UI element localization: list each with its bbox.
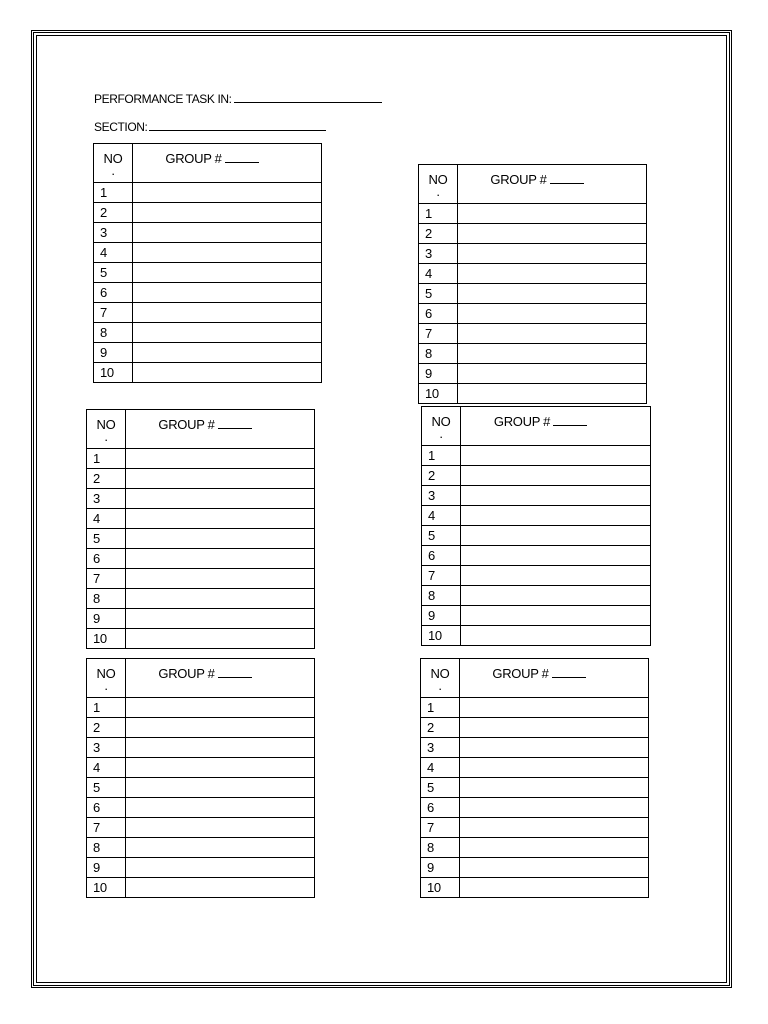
row-number: 2 <box>419 224 458 244</box>
name-cell[interactable] <box>126 838 315 858</box>
name-cell[interactable] <box>133 283 322 303</box>
row-number: 1 <box>87 698 126 718</box>
table-row <box>422 446 651 466</box>
row-number: 1 <box>419 204 458 224</box>
name-cell[interactable] <box>133 303 322 323</box>
row-number: 8 <box>94 323 133 343</box>
table-row <box>419 344 647 364</box>
group-number-blank[interactable] <box>218 417 252 429</box>
row-number: 3 <box>421 738 460 758</box>
row-number: 7 <box>94 303 133 323</box>
name-cell[interactable] <box>126 818 315 838</box>
no-header-text: NO <box>431 414 451 429</box>
table-row <box>87 449 315 469</box>
no-header-text: NO <box>430 666 450 681</box>
row-number: 10 <box>87 878 126 898</box>
group-header-text: GROUP # <box>492 666 549 681</box>
performance-task-blank[interactable] <box>234 91 382 103</box>
name-cell[interactable] <box>133 343 322 363</box>
table-row <box>87 509 315 529</box>
no-header-dot: . <box>438 678 442 693</box>
no-column-header <box>419 165 458 204</box>
group-column-header <box>460 659 649 698</box>
name-cell[interactable] <box>126 489 315 509</box>
table-row <box>94 283 322 303</box>
table-row <box>87 549 315 569</box>
row-number: 10 <box>419 384 458 404</box>
group-header-text: GROUP # <box>158 417 215 432</box>
row-number: 5 <box>419 284 458 304</box>
no-column-header <box>421 659 460 698</box>
table-header-row <box>419 165 647 204</box>
row-number: 7 <box>422 566 461 586</box>
row-number: 4 <box>421 758 460 778</box>
table-row <box>87 838 315 858</box>
table-row <box>421 718 649 738</box>
row-number: 9 <box>419 364 458 384</box>
row-number: 6 <box>422 546 461 566</box>
name-cell[interactable] <box>460 758 649 778</box>
row-number: 5 <box>87 529 126 549</box>
name-cell[interactable] <box>461 626 651 646</box>
row-number: 7 <box>87 569 126 589</box>
table-row <box>94 263 322 283</box>
row-number: 5 <box>94 263 133 283</box>
row-number: 5 <box>421 778 460 798</box>
name-cell[interactable] <box>458 344 647 364</box>
row-number: 9 <box>87 858 126 878</box>
name-cell[interactable] <box>460 778 649 798</box>
row-number: 10 <box>94 363 133 383</box>
table-row <box>419 324 647 344</box>
name-cell[interactable] <box>461 486 651 506</box>
row-number: 1 <box>94 183 133 203</box>
name-cell[interactable] <box>460 858 649 878</box>
row-number: 4 <box>422 506 461 526</box>
no-column-header <box>87 410 126 449</box>
group-table <box>418 164 647 404</box>
name-cell[interactable] <box>126 878 315 898</box>
table-header-row <box>94 144 322 183</box>
row-number: 5 <box>422 526 461 546</box>
table-row <box>87 698 315 718</box>
table-row <box>421 838 649 858</box>
table-row <box>87 758 315 778</box>
table-header-row <box>87 659 315 698</box>
row-number: 2 <box>94 203 133 223</box>
performance-task-label: PERFORMANCE TASK IN: <box>94 92 232 106</box>
name-cell[interactable] <box>133 203 322 223</box>
group-number-blank[interactable] <box>552 666 586 678</box>
row-number: 10 <box>87 629 126 649</box>
row-number: 3 <box>87 738 126 758</box>
name-cell[interactable] <box>461 466 651 486</box>
group-column-header <box>133 144 322 183</box>
section-line <box>94 119 326 134</box>
name-cell[interactable] <box>458 204 647 224</box>
table-row <box>94 223 322 243</box>
table-row <box>422 546 651 566</box>
row-number: 8 <box>422 586 461 606</box>
table-row <box>421 798 649 818</box>
table-row <box>94 323 322 343</box>
name-cell[interactable] <box>460 798 649 818</box>
group-number-blank[interactable] <box>225 151 259 163</box>
name-cell[interactable] <box>126 609 315 629</box>
group-table <box>421 406 651 646</box>
row-number: 7 <box>87 818 126 838</box>
performance-task-line <box>94 91 382 106</box>
no-header-text: NO <box>96 417 116 432</box>
name-cell[interactable] <box>458 244 647 264</box>
table-row <box>87 718 315 738</box>
no-header-text: NO <box>96 666 116 681</box>
name-cell[interactable] <box>133 243 322 263</box>
group-table <box>93 143 322 383</box>
table-row <box>422 626 651 646</box>
group-number-blank[interactable] <box>553 414 587 426</box>
table-header-row <box>87 410 315 449</box>
table-header-row <box>421 659 649 698</box>
section-label: SECTION: <box>94 120 148 134</box>
name-cell[interactable] <box>460 718 649 738</box>
name-cell[interactable] <box>126 738 315 758</box>
name-cell[interactable] <box>126 758 315 778</box>
name-cell[interactable] <box>126 509 315 529</box>
table-row <box>422 566 651 586</box>
name-cell[interactable] <box>458 224 647 244</box>
name-cell[interactable] <box>461 526 651 546</box>
no-header-dot: . <box>104 678 108 693</box>
row-number: 9 <box>421 858 460 878</box>
group-header-text: GROUP # <box>493 414 551 429</box>
table-row <box>421 778 649 798</box>
table-row <box>87 609 315 629</box>
row-number: 3 <box>422 486 461 506</box>
table-row <box>422 466 651 486</box>
name-cell[interactable] <box>461 606 651 626</box>
group-column-header <box>458 165 647 204</box>
group-table <box>86 658 315 898</box>
no-column-header <box>87 659 126 698</box>
table-row <box>419 284 647 304</box>
row-number: 5 <box>87 778 126 798</box>
table-row <box>94 183 322 203</box>
name-cell[interactable] <box>126 629 315 649</box>
no-column-header <box>94 144 133 183</box>
no-header-dot: . <box>439 426 443 441</box>
row-number: 7 <box>419 324 458 344</box>
table-row <box>422 506 651 526</box>
table-row <box>419 264 647 284</box>
name-cell[interactable] <box>133 323 322 343</box>
row-number: 8 <box>419 344 458 364</box>
name-cell[interactable] <box>461 506 651 526</box>
name-cell[interactable] <box>461 586 651 606</box>
table-row <box>87 589 315 609</box>
name-cell[interactable] <box>458 264 647 284</box>
row-number: 6 <box>419 304 458 324</box>
group-number-blank[interactable] <box>550 172 584 184</box>
table-row <box>419 384 647 404</box>
name-cell[interactable] <box>460 698 649 718</box>
group-header-text: GROUP # <box>490 172 547 187</box>
name-cell[interactable] <box>126 549 315 569</box>
row-number: 10 <box>421 878 460 898</box>
table-row <box>422 526 651 546</box>
name-cell[interactable] <box>126 858 315 878</box>
table-row <box>422 486 651 506</box>
row-number: 3 <box>94 223 133 243</box>
row-number: 6 <box>87 798 126 818</box>
name-cell[interactable] <box>126 589 315 609</box>
row-number: 9 <box>422 606 461 626</box>
table-row <box>94 303 322 323</box>
no-header-dot: . <box>111 163 115 178</box>
row-number: 1 <box>421 698 460 718</box>
table-row <box>421 758 649 778</box>
row-number: 4 <box>94 243 133 263</box>
name-cell[interactable] <box>458 284 647 304</box>
name-cell[interactable] <box>458 384 647 404</box>
table-row <box>421 818 649 838</box>
name-cell[interactable] <box>461 446 651 466</box>
name-cell[interactable] <box>461 566 651 586</box>
no-header-dot: . <box>436 184 440 199</box>
table-row <box>87 738 315 758</box>
name-cell[interactable] <box>458 324 647 344</box>
table-row <box>94 363 322 383</box>
name-cell[interactable] <box>126 449 315 469</box>
row-number: 3 <box>87 489 126 509</box>
name-cell[interactable] <box>133 263 322 283</box>
name-cell[interactable] <box>126 569 315 589</box>
table-row <box>422 606 651 626</box>
table-row <box>422 586 651 606</box>
name-cell[interactable] <box>126 778 315 798</box>
table-row <box>421 698 649 718</box>
name-cell[interactable] <box>126 469 315 489</box>
row-number: 4 <box>419 264 458 284</box>
name-cell[interactable] <box>460 838 649 858</box>
table-row <box>87 818 315 838</box>
name-cell[interactable] <box>461 546 651 566</box>
name-cell[interactable] <box>460 738 649 758</box>
group-number-blank[interactable] <box>218 666 252 678</box>
row-number: 2 <box>87 718 126 738</box>
no-column-header <box>422 407 461 446</box>
name-cell[interactable] <box>126 698 315 718</box>
name-cell[interactable] <box>133 183 322 203</box>
group-table <box>86 409 315 649</box>
table-row <box>421 858 649 878</box>
table-row <box>87 469 315 489</box>
table-row <box>87 798 315 818</box>
table-row <box>419 304 647 324</box>
table-row <box>421 738 649 758</box>
row-number: 2 <box>421 718 460 738</box>
no-header-text: NO <box>103 151 123 166</box>
row-number: 6 <box>421 798 460 818</box>
name-cell[interactable] <box>126 529 315 549</box>
row-number: 6 <box>87 549 126 569</box>
row-number: 8 <box>87 838 126 858</box>
table-row <box>87 629 315 649</box>
name-cell[interactable] <box>126 798 315 818</box>
table-row <box>419 224 647 244</box>
table-row <box>87 489 315 509</box>
name-cell[interactable] <box>133 223 322 243</box>
table-row <box>421 878 649 898</box>
table-header-row <box>422 407 651 446</box>
table-row <box>94 343 322 363</box>
row-number: 3 <box>419 244 458 264</box>
row-number: 8 <box>87 589 126 609</box>
row-number: 8 <box>421 838 460 858</box>
row-number: 1 <box>422 446 461 466</box>
group-column-header <box>126 659 315 698</box>
name-cell[interactable] <box>458 304 647 324</box>
row-number: 9 <box>87 609 126 629</box>
table-row <box>419 364 647 384</box>
row-number: 2 <box>87 469 126 489</box>
name-cell[interactable] <box>458 364 647 384</box>
table-row <box>94 243 322 263</box>
name-cell[interactable] <box>460 818 649 838</box>
group-column-header <box>461 407 651 446</box>
row-number: 4 <box>87 758 126 778</box>
no-header-text: NO <box>428 172 448 187</box>
name-cell[interactable] <box>133 363 322 383</box>
group-table <box>420 658 649 898</box>
row-number: 6 <box>94 283 133 303</box>
row-number: 1 <box>87 449 126 469</box>
group-header-text: GROUP # <box>165 151 222 166</box>
table-row <box>87 569 315 589</box>
no-header-dot: . <box>104 429 108 444</box>
group-column-header <box>126 410 315 449</box>
group-header-text: GROUP # <box>158 666 215 681</box>
row-number: 7 <box>421 818 460 838</box>
row-number: 9 <box>94 343 133 363</box>
row-number: 10 <box>422 626 461 646</box>
table-row <box>87 878 315 898</box>
row-number: 2 <box>422 466 461 486</box>
table-row <box>87 529 315 549</box>
name-cell[interactable] <box>460 878 649 898</box>
table-row <box>87 858 315 878</box>
name-cell[interactable] <box>126 718 315 738</box>
table-row <box>419 244 647 264</box>
section-blank[interactable] <box>149 119 326 131</box>
table-row <box>419 204 647 224</box>
table-row <box>87 778 315 798</box>
table-row <box>94 203 322 223</box>
row-number: 4 <box>87 509 126 529</box>
